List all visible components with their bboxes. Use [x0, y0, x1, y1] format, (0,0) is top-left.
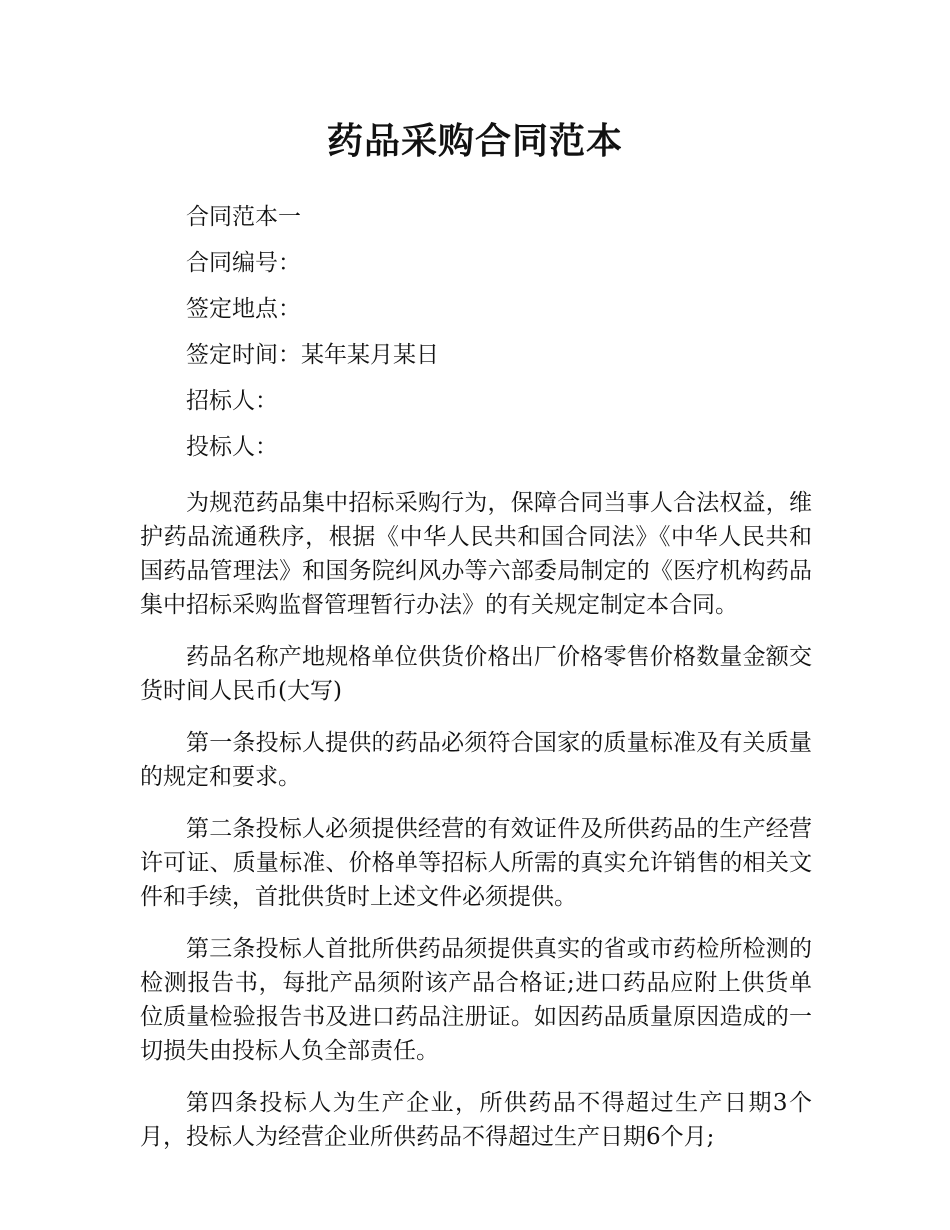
bidder-line: 投标人：	[186, 434, 278, 460]
tenderer-line: 招标人：	[186, 388, 278, 414]
article-4-paragraph: 第四条投标人为生产企业，所供药品不得超过生产日期3个月，投标人为经营企业所供药品不得超过生产日期6个月;	[140, 1090, 812, 1150]
signing-place-line: 签定地点：	[186, 296, 301, 322]
drug-table-header-paragraph: 药品名称产地规格单位供货价格出厂价格零售价格数量金额交货时间人民币(大写)	[140, 644, 812, 704]
contract-number-line: 合同编号：	[186, 250, 301, 276]
document-body	[140, 200, 812, 1172]
signing-time-line: 签定时间：某年某月某日	[186, 342, 439, 368]
article-2-paragraph: 第二条投标人必须提供经营的有效证件及所供药品的生产经营许可证、质量标准、价格单等招标人所需的真实允许销售的相关文件和手续，首批供货时上述文件必须提供。	[140, 816, 812, 910]
article-3-paragraph: 第三条投标人首批所供药品须提供真实的省或市药检所检测的检测报告书，每批产品须附该产品合格证;进口药品应附上供货单位质量检验报告书及进口药品注册证。如因药品质量原因造成的一切损失由投标人负全部责任。	[140, 936, 812, 1064]
article-1-paragraph: 第一条投标人提供的药品必须符合国家的质量标准及有关质量的规定和要求。	[140, 730, 812, 790]
document-title: 药品采购合同范本	[326, 121, 623, 162]
contract-template-label: 合同范本一	[186, 204, 301, 230]
preamble-paragraph: 为规范药品集中招标采购行为，保障合同当事人合法权益，维护药品流通秩序，根据《中华人民共和国合同法》《中华人民共和国药品管理法》和国务院纠风办等六部委局制定的《医疗机构药品集中招标采购监督管理暂行办法》的有关规定制定本合同。	[140, 490, 812, 618]
